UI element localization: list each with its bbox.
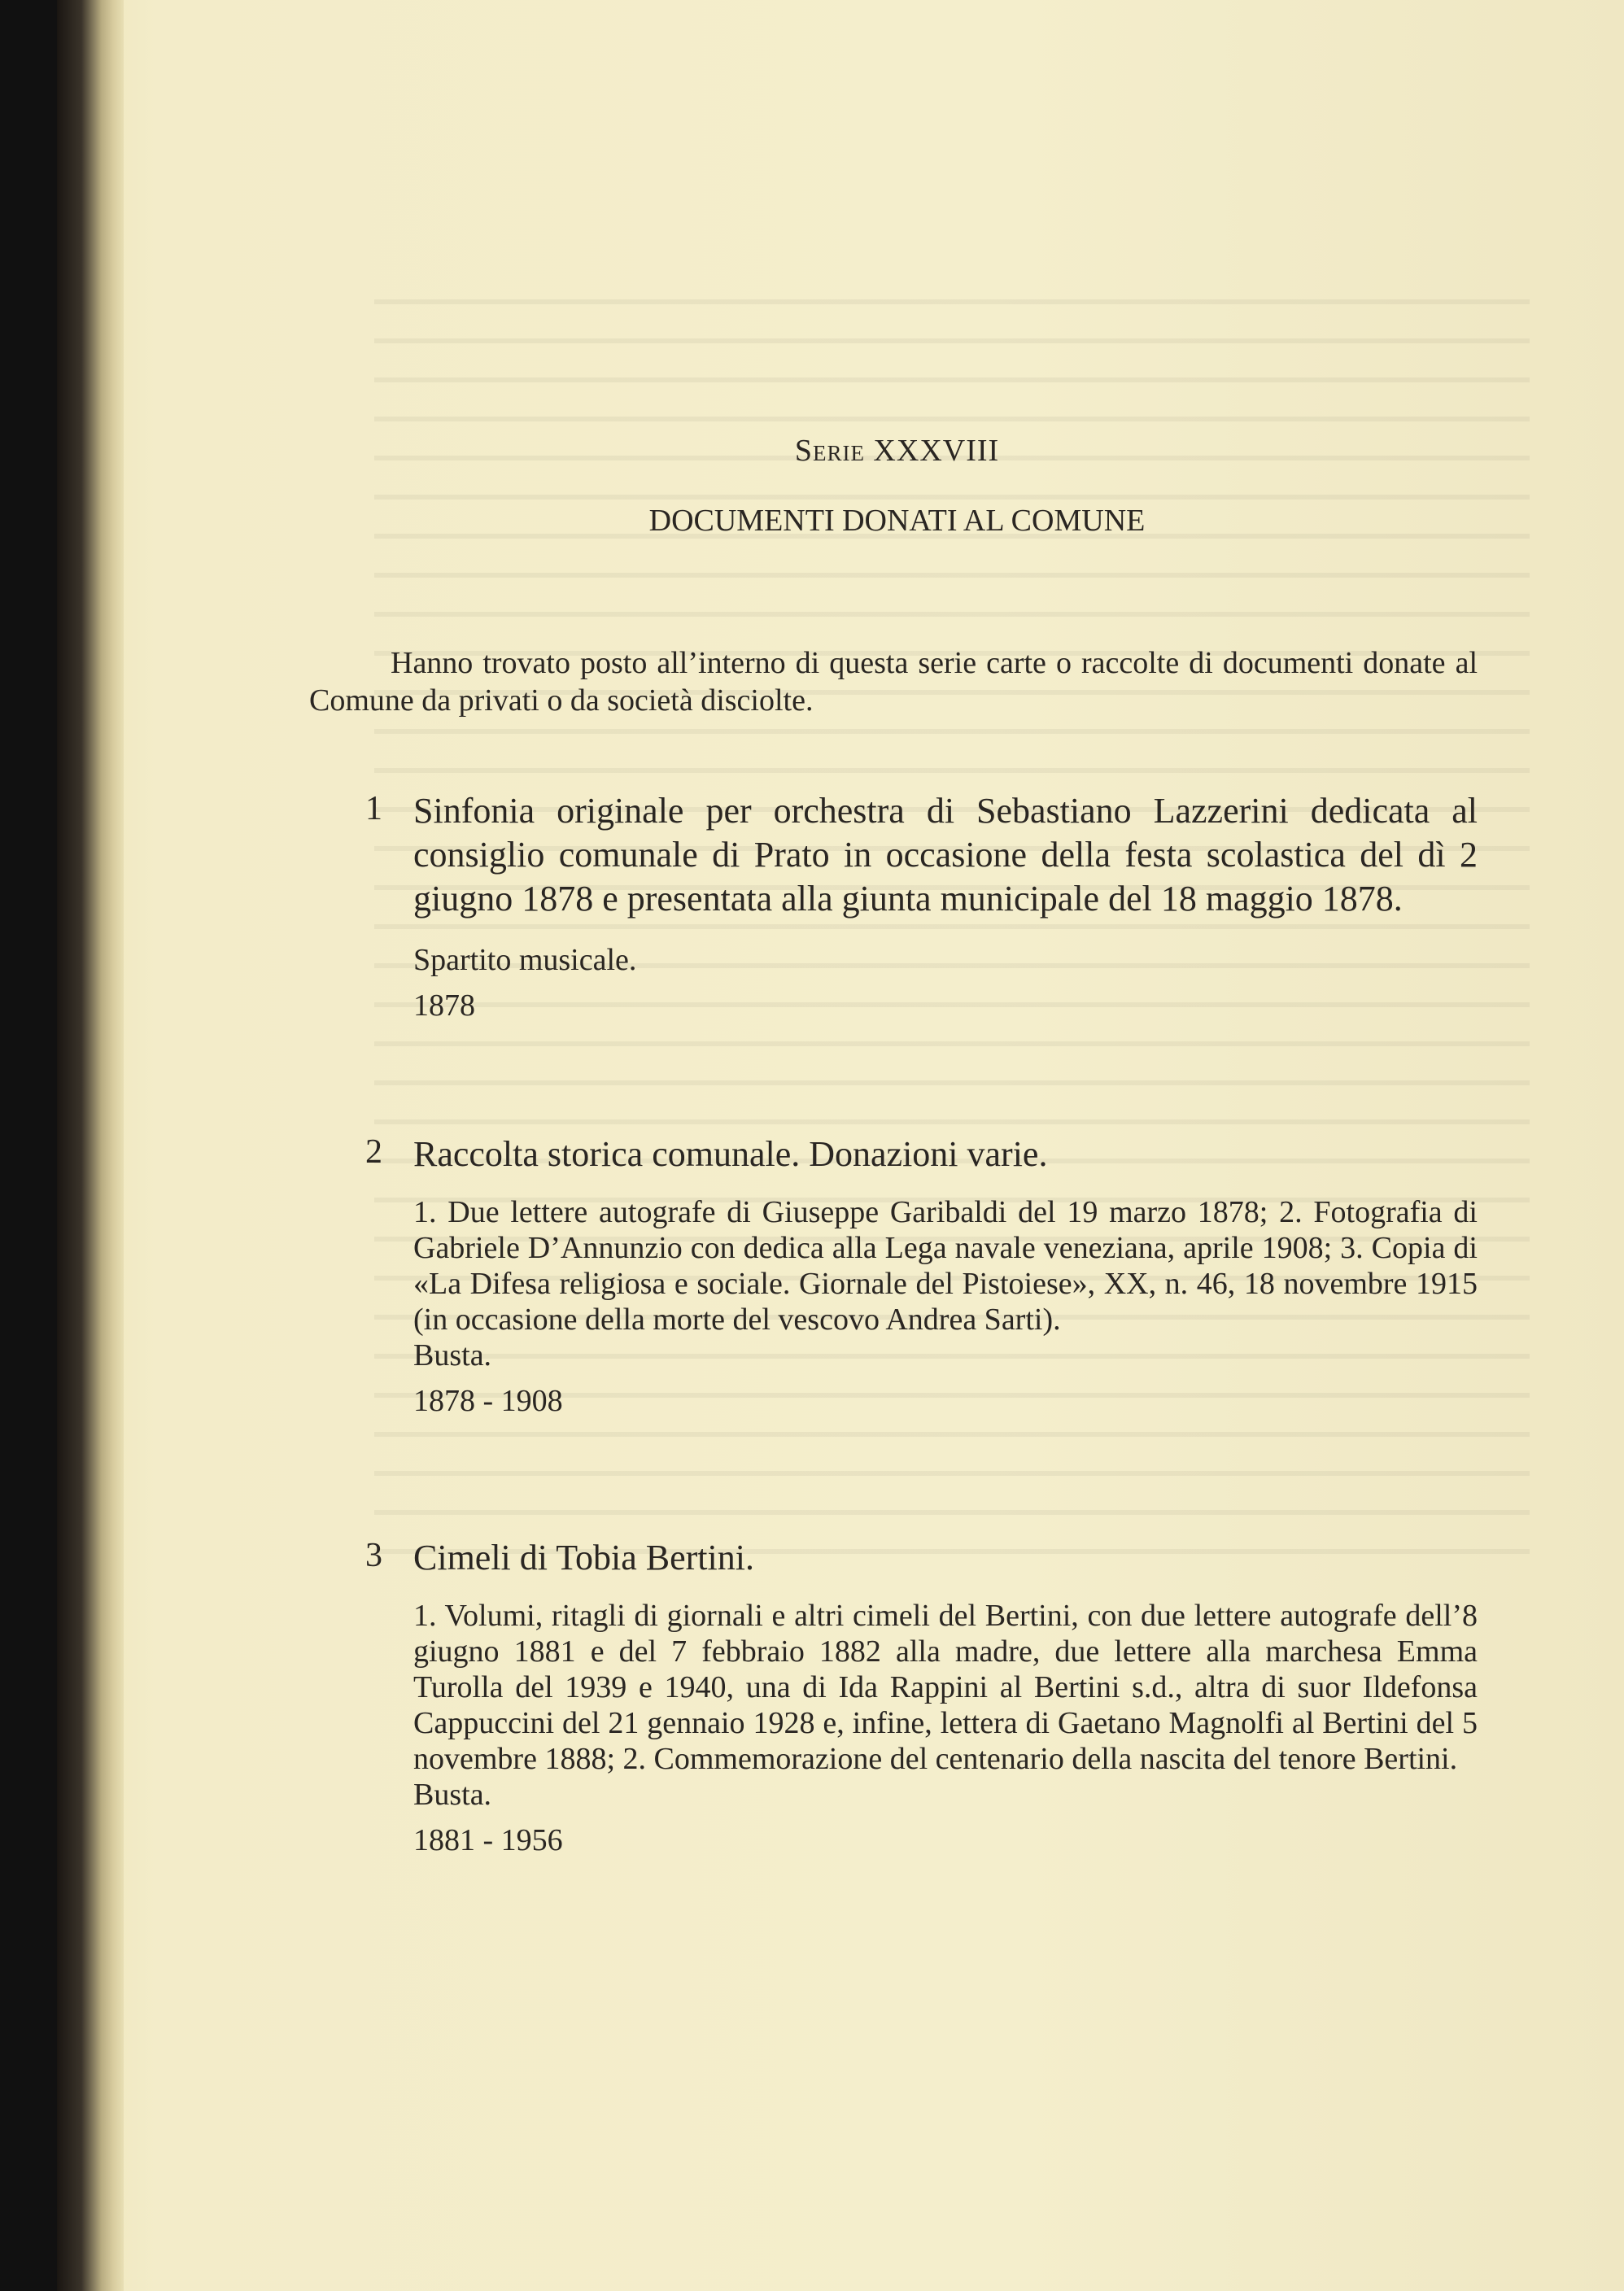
entry-number: 2 xyxy=(365,1133,382,1171)
entry-number: 1 xyxy=(365,790,382,827)
entry-date: 1878 xyxy=(413,988,475,1023)
entry-number: 3 xyxy=(365,1537,382,1574)
entry-type: Busta. xyxy=(413,1778,492,1812)
section-title: DOCUMENTI DONATI AL COMUNE xyxy=(648,504,1146,538)
book-binding xyxy=(57,0,124,2291)
entry-title: Raccolta storica comunale. Donazioni varie. xyxy=(413,1134,1048,1174)
entry-body xyxy=(413,1536,1478,1858)
entry-body xyxy=(413,789,1478,1023)
entry-title: Cimeli di Tobia Bertini. xyxy=(413,1538,754,1578)
document-page xyxy=(57,0,1624,2291)
entry-body xyxy=(413,1132,1478,1419)
entry-date: 1878 - 1908 xyxy=(413,1384,563,1418)
entry-title: Sinfonia originale per orchestra di Sebastiano Lazzerini dedicata al consiglio comunale di Prato in occasione della festa scolastica del dì 2 giugno 1878 e presentata alla giunta municipale del 18 maggio 1878. xyxy=(413,791,1478,919)
entry-description: Spartito musicale. xyxy=(413,943,637,977)
series-title: Serie XXXVIII xyxy=(794,434,1000,468)
entry-type: Busta. xyxy=(413,1338,492,1372)
entry-description: 1. Due lettere autografe di Giuseppe Garibaldi del 19 marzo 1878; 2. Fotografia di Gabriele D’Annunzio con dedica alla Lega navale veneziana, aprile 1908; 3. Copia di «La Difesa religiosa e sociale. Giornale del Pistoiese», XX, n. 46, 18 novembre 1915 (in occasione della morte del vescovo Andrea Sarti). xyxy=(413,1195,1478,1337)
entry-date: 1881 - 1956 xyxy=(413,1823,563,1857)
entry-description: 1. Volumi, ritagli di giornali e altri cimeli del Bertini, con due lettere autografe dell’8 giugno 1881 e del 7 febbraio 1882 alla madre, due lettere alla marchesa Emma Turolla del 1939 e 1940, una di Ida Rappini al Bertini s.d., altra di suor Ildefonsa Cappuccini del 21 gennaio 1928 e, infine, lettera di Gaetano Magnolfi al Bertini del 5 novembre 1888; 2. Commemorazione del centenario della nascita del tenore Bertini. xyxy=(413,1599,1478,1776)
intro-paragraph: Hanno trovato posto all’interno di questa serie carte o raccolte di documenti donate al Comune da privati o da società disciolte. xyxy=(309,646,1478,718)
